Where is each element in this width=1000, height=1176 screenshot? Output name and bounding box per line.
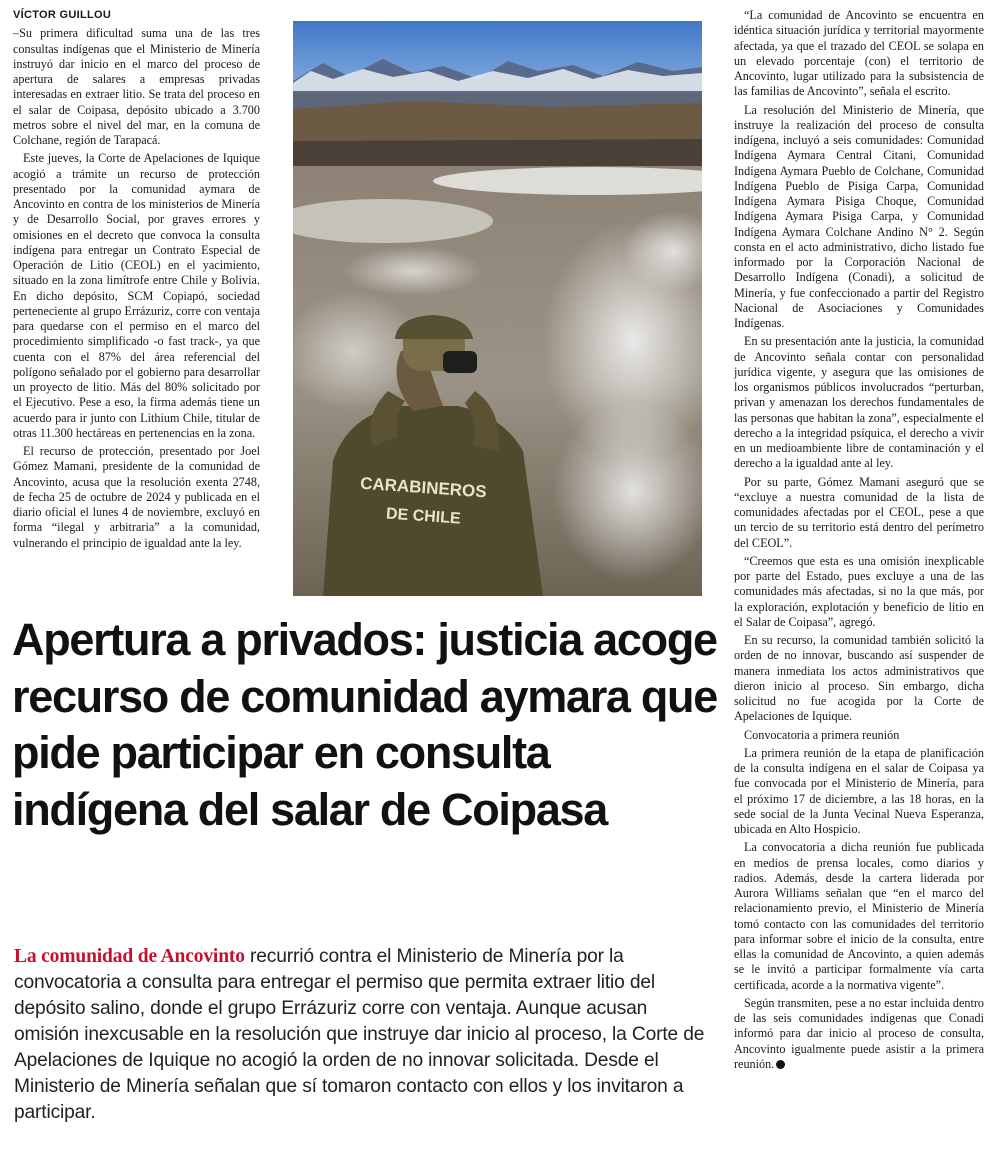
- left-column: [13, 8, 260, 554]
- vest-text-line2: DE CHILE: [385, 505, 462, 528]
- subhead: Convocatoria a primera reunión: [744, 727, 900, 742]
- byline: VÍCTOR GUILLOU: [13, 9, 112, 21]
- article-photo: [293, 21, 702, 596]
- body-paragraph: Este jueves, la Corte de Apelaciones de Iquique acogió a trámite un recurso de protección presentado por la comunidad aymara de Ancovinto en contra de los ministerios de Minería y de Desarrollo Social, por graves errores y omisiones en el decreto que convoca la consulta indígena para entregar un Contrato Especial de Operación de Litio (CEOL) en el yacimiento, situado en la zona limítrofe entre Chile y Bolivia. En dicho depósito, SCM Copiapó, sociedad perteneciente al grupo Errázuriz, corre con ventaja para quedarse con el permiso en el marco del procedimiento simplificado -o fast track-, ya que cuenta con el 87% del área referencial del polígono señalado por el gobierno para desarrollar un proyecto de litio. Más del 80% solicitado por el Ejecutivo. Pese a eso, la firma además tiene un acuerdo para ir junto con Lithium Chile, titular de otras 11.300 hectáreas en pertenencias en la zona.: [13, 151, 260, 440]
- right-column: [734, 8, 984, 1075]
- vest-text-line1: CARABINEROS: [359, 473, 488, 502]
- body-paragraph: La primera reunión de la etapa de planificación de la consulta indígena en el salar de Coipasa ya fue convocada por el Ministerio de Minería, para el próximo 17 de diciembre, a las 18 horas, en la sede social de la Junta Vecinal Nueva Esperanza, ubicada en Alto Hospicio.: [734, 745, 984, 836]
- end-mark-icon: [776, 1060, 785, 1069]
- body-paragraph: –Su primera dificultad suma una de las tres consultas indígenas que el Ministerio de Minería instruyó dar inicio en el marco del proceso de apertura de salares a empresas privadas interesadas en extraer litio. Se trata del proceso en el salar de Coipasa, depósito ubicado a 3.700 metros sobre el nivel del mar, en la comuna de Colchane, región de Tarapacá.: [13, 26, 260, 147]
- deck: [14, 944, 714, 1126]
- body-paragraph: El recurso de protección, presentado por Joel Gómez Mamani, presidente de la comunidad de Ancovinto, acusa que la resolución exenta 2748, de fecha 25 de octubre de 2024 y publicada en el diario oficial el lunes 4 de noviembre, excluyó en forma “ilegal y arbitraria” a la comunidad, vulnerando el principio de igualdad ante la ley.: [13, 444, 260, 550]
- salar-photo-illustration: [293, 21, 702, 596]
- final-paragraph-text: Según transmiten, pese a no estar incluida dentro de las seis comunidades indígenas que Conadi informó para dar inicio al proceso de consulta, Ancovinto igualmente puede asistir a la primera reunión.: [734, 995, 984, 1071]
- body-paragraph: La convocatoria a dicha reunión fue publicada en medios de prensa locales, como diarios y radios. Además, desde la cartera liderada por Aurora Williams señalan que “en el marco del relacionamiento previo, el Ministerio de Minería tomó contacto con las comunidades del territorio para informar sobre el inicio de la consulta, entre ellas la comunidad de Ancovinto, a quien además se le invitó a participar formalmente vía carta certificada, acorde a la normativa vigente”.: [734, 840, 984, 992]
- body-paragraph: En su recurso, la comunidad también solicitó la orden de no innovar, buscando así suspender de manera inmediata los actos administrativos que dieron inicio al proceso. Sin embargo, dicha solicitud no fue acogida por la Corte de Apelaciones de Iquique.: [734, 633, 984, 724]
- body-paragraph: Por su parte, Gómez Mamani aseguró que se “excluye a nuestra comunidad de la lista de comunidades afectadas por el CEOL, pese a que un tercio de su territorio está dentro del perímetro del CEOL”.: [734, 474, 984, 550]
- deck-lead: La comunidad de Ancovinto: [14, 946, 245, 967]
- body-paragraph: “Creemos que esta es una omisión inexplicable por parte del Estado, pues excluye a una de las comunidades más afectadas, si no la que más, por la exploración, explotación y beneficio de litio en el Salar de Coipasa”, agregó.: [734, 553, 984, 629]
- headline: Apertura a privados: justicia acoge recurso de comunidad aymara que pide participar en consulta indígena del salar de Coipasa: [12, 614, 717, 835]
- body-paragraph: [734, 996, 984, 1072]
- body-paragraph: La resolución del Ministerio de Minería, que instruye la realización del proceso de consulta indígena, incluyó a seis comunidades: Comunidad Indígena Aymara Central Citani, Comunidad Indígena Aymara Pueblo de Colchane, Comunidad Indígena Pueblo de Pisiga Carpa, Comunidad Indígena Aymara Pisiga Choque, Comunidad Indígena Aymara Pisiga Carpa, y Comunidad Indígena Aymara Colchane Andino N° 2. Según consta en el acto administrativo, dicho listado fue informado por la Corporación Nacional de Desarrollo Indígena (Conadi), a solicitud de Minería, y fue confeccionado a partir del Registro Nacional de Asociaciones y Comunidades Indígenas.: [734, 102, 984, 330]
- deck-body: recurrió contra el Ministerio de Minería por la convocatoria a consulta para entregar el permiso que permita extraer litio del depósito salino, donde el grupo Errázuriz corre con ventaja. Aunque acusan omisión inexcusable en la resolución que instruye dar inicio al proceso, la Corte de Apelaciones de Iquique no acogió la orden de no innovar solicitada. Desde el Ministerio de Minería señalan que sí tomaron contacto con ellos y los invitaron a participar.: [14, 946, 705, 1123]
- body-paragraph: “La comunidad de Ancovinto se encuentra en idéntica situación jurídica y territorial mayormente afectada, ya que el trazado del CEOL se solapa en un elevado porcentaje (con) el territorio de Ancovinto, lugar utilizado para la subsistencia de las familias de Ancovinto”, señala el escrito.: [734, 8, 984, 99]
- body-paragraph: En su presentación ante la justicia, la comunidad de Ancovinto señala contar con personalidad jurídica vigente, y asegura que las omisiones de los organismos públicos involucrados “perturban, privan y amenazan los derechos fundamentales de las personas que habitan la zona”, especialmente el derecho a la integridad psíquica, el derecho a vivir en un medioambiente libre de contaminación y el derecho a la igualdad ante al ley.: [734, 334, 984, 471]
